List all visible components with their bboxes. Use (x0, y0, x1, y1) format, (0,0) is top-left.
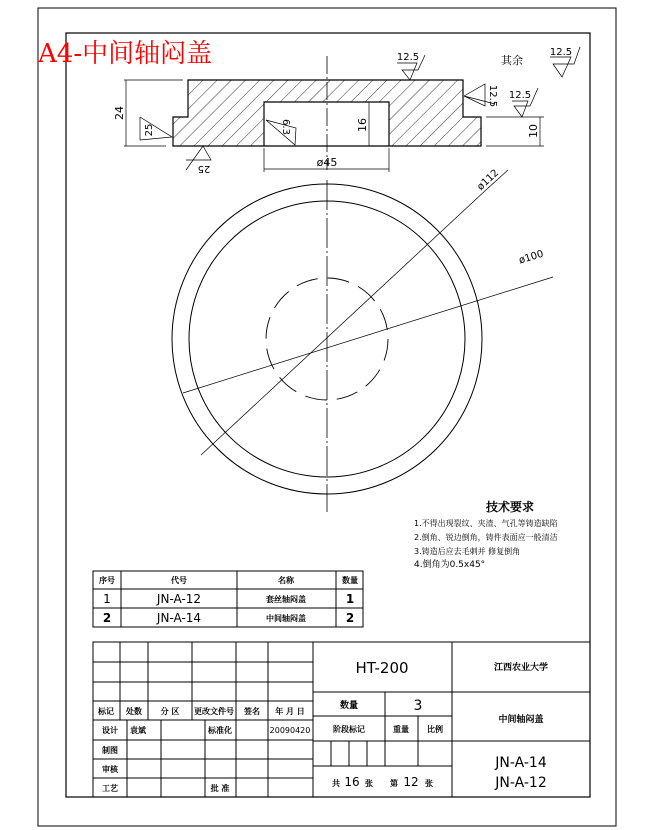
tb-sheet-no-suffix: 张 (425, 779, 433, 788)
tech-requirement-item: 4.倒角为0.5x45° (414, 560, 486, 570)
tb-header-change-doc: 更改文件号 (194, 707, 234, 716)
parts-row-no: 2 (102, 611, 112, 625)
parts-header-qty: 数量 (342, 576, 358, 585)
tb-weight-label: 重量 (393, 725, 409, 734)
parts-row-qty: 2 (345, 611, 355, 625)
dim-bore-depth: 16 (356, 118, 369, 132)
roughness-right-side: 12.5 (487, 84, 498, 108)
dim-flange: 10 (527, 124, 540, 138)
dim-inner-diameter: ø100 (517, 248, 545, 267)
tb-scale-label: 比例 (427, 725, 443, 734)
tb-header-mark: 标记 (98, 707, 114, 716)
tb-sheet-no: 12 (403, 775, 419, 789)
parts-list-text (99, 575, 358, 625)
roughness-general: 12.5 (549, 47, 573, 58)
parts-row-name: 套丝轴闷盖 (266, 595, 306, 604)
tb-standardize-label: 标准化 (208, 726, 232, 735)
title-block-text (97, 659, 548, 793)
dim-height-total: 24 (113, 106, 126, 120)
tech-requirement-item: 2.倒角、锐边倒角，铸件表面应一般清洁 (414, 533, 558, 542)
tb-header-date: 年 月 日 (275, 707, 305, 716)
tech-requirement-item: 3.铸造后应去毛刺并 修复倒角 (414, 547, 521, 556)
parts-row-code: JN-A-12 (156, 592, 202, 606)
tb-material: HT-200 (355, 659, 409, 677)
roughness-bottom: 25 (197, 163, 211, 174)
front-view (172, 168, 553, 512)
dim-outer-diameter: ø112 (475, 167, 502, 193)
tb-header-signature: 签名 (244, 707, 260, 716)
roughness-left: 25 (144, 123, 155, 137)
tb-organization: 江西农业大学 (493, 663, 549, 673)
parts-header-code: 代号 (171, 576, 187, 585)
roughness-top: 12.5 (396, 52, 420, 63)
tb-approve-label: 批 准 (210, 784, 230, 793)
tb-sheets-total-suffix: 张 (365, 779, 373, 788)
tb-design-label: 设计 (102, 726, 118, 735)
tb-sheets-total-prefix: 共 (332, 779, 340, 788)
drawing-title: A4-中间轴闷盖 (38, 39, 213, 69)
parts-row-code: JN-A-14 (156, 611, 202, 625)
parts-header-name: 名称 (278, 576, 294, 585)
tb-drawing-label: 制图 (102, 746, 118, 755)
tech-requirement-item: 1.不得出现裂纹、夹渣、气孔等铸造缺陷 (414, 519, 558, 528)
parts-row-name: 中间轴闷盖 (266, 614, 306, 623)
tb-part-name: 中间轴闷盖 (498, 715, 544, 725)
tech-requirements (414, 499, 558, 570)
roughness-bore: 6.3 (280, 119, 291, 135)
dim-bore-diameter: ø45 (316, 156, 338, 169)
tb-stage-label: 阶段标记 (333, 725, 365, 734)
tb-drawing-no-1: JN-A-14 (495, 755, 547, 771)
tb-drawing-no-2: JN-A-12 (495, 775, 547, 791)
tb-quantity: 3 (413, 698, 423, 714)
tb-process-label: 工艺 (102, 784, 118, 793)
tb-quantity-label: 数量 (339, 701, 359, 711)
tb-header-count: 处数 (126, 707, 142, 716)
roughness-general-label: 其余 (501, 54, 523, 67)
roughness-step: 12.5 (508, 90, 532, 101)
tb-sheets-total: 16 (344, 775, 360, 789)
tb-designer: 袁斌 (130, 726, 146, 735)
tb-date: 20090420 (269, 726, 311, 735)
parts-row-qty: 1 (345, 592, 355, 606)
tb-header-zone: 分 区 (160, 707, 180, 716)
parts-row-no: 1 (103, 592, 111, 606)
tb-review-label: 审核 (102, 765, 118, 774)
parts-list (93, 571, 363, 627)
parts-header-no: 序号 (99, 576, 115, 585)
tb-sheet-no-prefix: 第 (390, 779, 398, 788)
tech-requirements-heading: 技术要求 (485, 500, 535, 514)
